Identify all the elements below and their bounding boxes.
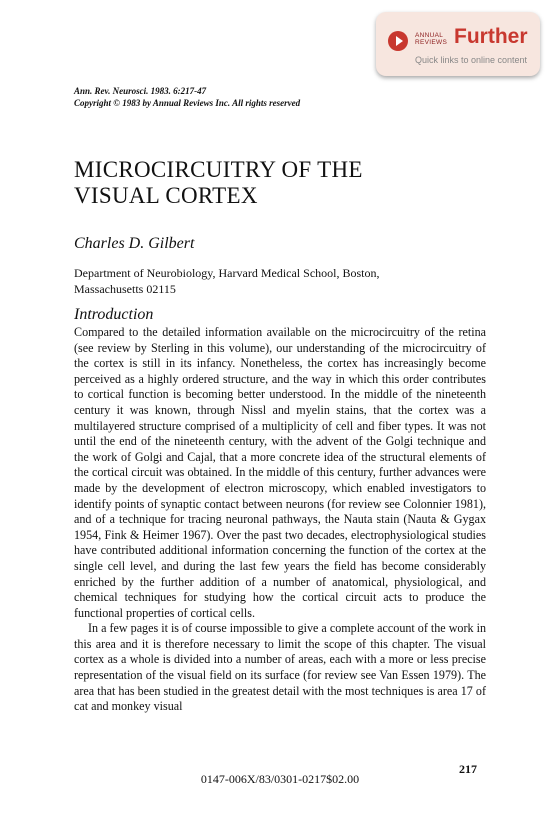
play-icon [388,31,408,51]
article-code: 0147-006X/83/0301-0217$02.00 [200,772,360,786]
further-label: Further [454,25,528,48]
copyright-line: Copyright © 1983 by Annual Reviews Inc. All rights reserved [74,98,301,108]
section-heading: Introduction [74,306,154,323]
article-body [74,325,486,715]
journal-citation: Ann. Rev. Neurosci. 1983. 6:217-47 [74,86,207,96]
paragraph: In a few pages it is of course impossible to give a complete account of the work in this area and it is therefore necessary to limit the scope of this chapter. The visual cortex as a whole is divided into a number of areas, each with a more or less precise representation of the visual field on its surface (for review see Van Essen 1979). The area that has been studied in the greatest detail with the most techniques is area 17 of cat and monkey visual [74,621,486,714]
article-title: MICROCIRCUITRY OF THE VISUAL CORTEX [74,157,363,208]
affiliation: Department of Neurobiology, Harvard Medical School, Boston, Massachusetts 02115 [74,266,380,296]
further-links-badge[interactable] [376,12,540,76]
further-subtitle: Quick links to online content [415,55,528,65]
paragraph: Compared to the detailed information available on the microcircuitry of the retina (see review by Sterling in this volume), our understanding of the microcircuitry of the cortex is still in its infancy. Nonetheless, the cortex has increasingly become perceived as a highly ordered structure, and the way in which this order contributes to cortical function is becoming better understood. In the middle of the nineteenth century it was known, through Nissl and myelin stains, that the cortex was a multilayered structure comprised of a multiplicity of cell and fiber types. It was not until the end of the nineteenth century, with the advent of the Golgi technique and the work of Golgi and Cajal, that a more concrete idea of the structural elements of the cortical circuit was obtained. In the middle of this century, further advances were made by the development of electron microscopy, which enabled investigators to identify points of synaptic contact between neurons (for review see Colonnier 1981), and of a technique for tracing neuronal pathways, the Nauta stain (Nauta & Gygax 1954, Fink & Heimer 1967). Over the past two decades, electrophysiological studies have contributed additional information concerning the function of the cortex at the single cell level, and during the last few years the field has become considerably enriched by the further addition of a number of anatomical, physiological, and chemical techniques for studying how the cortical circuit acts to produce the functional properties of cortical cells. [74,325,486,620]
annual-reviews-logo: ANNUAL REVIEWS [415,32,448,46]
author-name: Charles D. Gilbert [74,235,195,252]
page-number: 217 [459,762,477,776]
